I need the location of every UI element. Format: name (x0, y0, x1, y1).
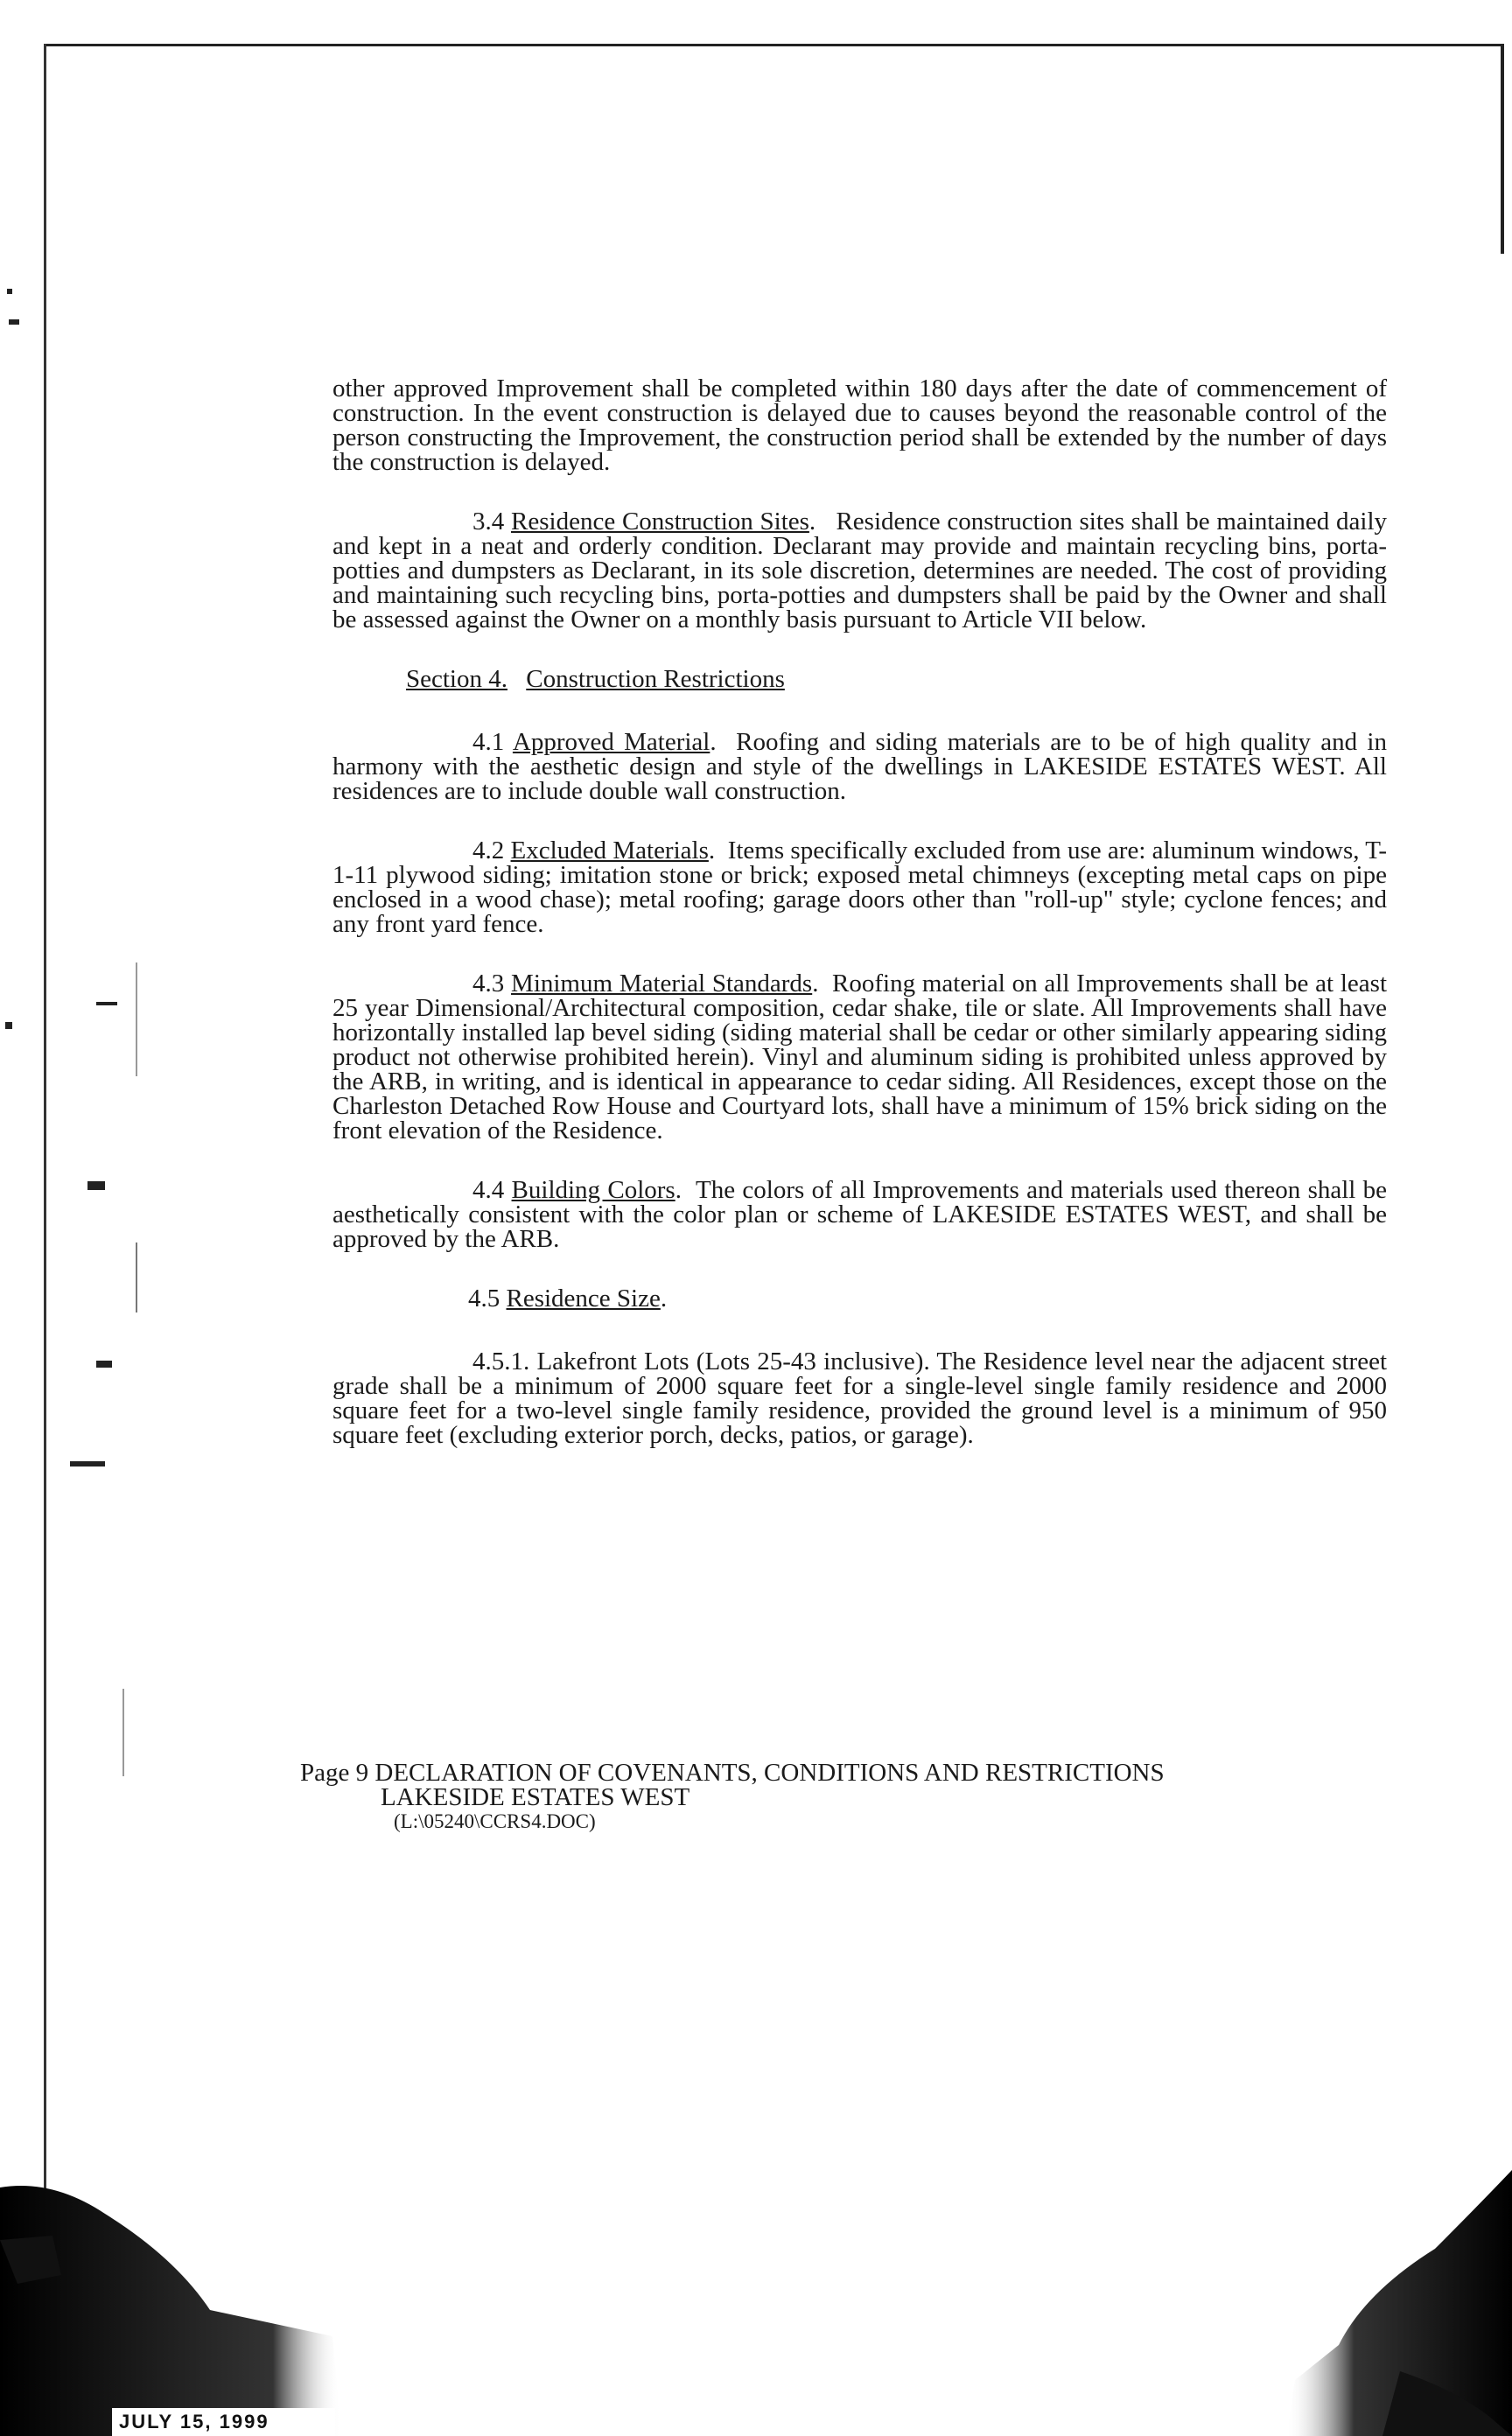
page-border-top (44, 44, 1503, 46)
footer-title: DECLARATION OF COVENANTS, CONDITIONS AND RESTRICTIONS (374, 1759, 1165, 1787)
section-text: Items specifically excluded from use are: aluminum windows, T-1-11 plywood siding; imitation stone or brick; exposed metal chimneys (excepting metal caps on pipe enclosed in a wood chase); metal roofing; garage doors other than "roll-up" style; cyclone fences; and any front yard fence. (332, 836, 1388, 938)
section-4-2: 4.2 Excluded Materials. Items specifically excluded from use are: aluminum windows, T-1-11 plywood siding; imitation stone or brick; exposed metal chimneys (excepting metal caps on pipe enclosed in a wood chase); metal roofing; garage doors other than "roll-up" style; cyclone fences; and any front yard fence. (332, 836, 1388, 938)
margin-mark (88, 1181, 105, 1190)
document-body (332, 376, 1387, 1482)
section-4-4: 4.4 Building Colors. The colors of all Improvements and materials used thereon shall be aesthetically consistent with the color plan or scheme of LAKESIDE ESTATES WEST, and shall be approved by the ARB. (332, 1176, 1388, 1253)
section-text: Lakefront Lots (Lots 25-43 inclusive). The Residence level near the adjacent street grade shall be a minimum of 2000 square feet for a single-level single family residence and 2000 square feet for a two-level single family residence, provided the ground level is a minimum of 950 square feet (excluding exterior porch, decks, patios, or garage). (332, 1348, 1388, 1449)
section-number: 3.4 (472, 508, 505, 536)
section-title: Building Colors (511, 1176, 676, 1204)
margin-mark (122, 1689, 124, 1776)
section-number: 4.5 (468, 1284, 500, 1312)
footer-file-path: (L:\05240\CCRS4.DOC) (394, 1810, 596, 1832)
margin-mark (5, 1022, 12, 1029)
section-4-1: 4.1 Approved Material. Roofing and siding materials are to be of high quality and in harmony with the aesthetic design and style of the dwellings in LAKESIDE ESTATES WEST. All residences are to include double wall construction. (332, 728, 1387, 805)
section-4-3: 4.3 Minimum Material Standards. Roofing material on all Improvements shall be at least 25 year Dimensional/Architectural composition, cedar shake, tile or slate. All Improvements shall have horizontally installed lap bevel siding (siding material shall be cedar or other similarly appearing siding product not otherwise prohibited herein). Vinyl and aluminum siding is prohibited unless approved by the ARB, in writing, and is identical in appearance to cedar siding. All Residences, except those on the Charleston Detached Row House and Courtyard lots, shall have a minimum of 15% brick siding on the front elevation of the Residence. (332, 970, 1388, 1144)
section-4-5: 4.5 Residence Size. (468, 1284, 668, 1312)
margin-mark (136, 962, 137, 1076)
section-number: 4.1 (472, 728, 505, 756)
section-text: Roofing material on all Improvements shall be at least 25 year Dimensional/Architectural composition, cedar shake, tile or slate. All Improvements shall have horizontally installed lap bevel siding (siding material shall be cedar or other similarly appearing siding product not otherwise prohibited herein). Vinyl and aluminum siding is prohibited unless approved by the ARB, in writing, and is identical in appearance to cedar siding. All Residences, except those on the Charleston Detached Row House and Courtyard lots, shall have a minimum of 15% brick siding on the front elevation of the Residence. (332, 970, 1388, 1144)
section-number: 4.5.1. (472, 1348, 530, 1376)
section-title: Residence Construction Sites (511, 508, 809, 536)
section-3-4: 3.4 Residence Construction Sites. Residence construction sites shall be maintained daily and kept in a neat and orderly condition. Declarant may provide and maintain recycling bins, porta-potties and dumpsters as Declarant, in its sole discretion, determines are needed. The cost of providing and maintaining such recycling bins, porta-potties and dumpsters shall be paid by the Owner and shall be assessed against the Owner on a monthly basis pursuant to Article VII below. (332, 508, 1388, 634)
margin-mark (96, 1361, 112, 1368)
intro-paragraph: other approved Improvement shall be completed within 180 days after the date of commencement of construction. In the event construction is delayed due to causes beyond the reasonable control of the person constructing the Improvement, the construction period shall be extended by the number of days the construction is delayed. (332, 374, 1387, 476)
page-border-right (1501, 44, 1504, 254)
section-text: The colors of all Improvements and materials used thereon shall be aesthetically consistent with the color plan or scheme of LAKESIDE ESTATES WEST, and shall be approved by the ARB. (332, 1176, 1388, 1253)
section-text: Residence construction sites shall be maintained daily and kept in a neat and orderly condition. Declarant may provide and maintain recycling bins, porta-potties and dumpsters as Declarant, in its sole discretion, determines are needed. The cost of providing and maintaining such recycling bins, porta-potties and dumpsters shall be paid by the Owner and shall be assessed against the Owner on a monthly basis pursuant to Article VII below. (332, 508, 1388, 634)
section-title: Construction Restrictions (526, 665, 785, 693)
page-footer (300, 1760, 1165, 1834)
footer-subtitle: LAKESIDE ESTATES WEST (381, 1783, 690, 1811)
section-text: Roofing and siding materials are to be of high quality and in harmony with the aesthetic design and style of the dwellings in LAKESIDE ESTATES WEST. All residences are to include double wall construction. (332, 728, 1387, 805)
margin-mark (136, 1242, 137, 1312)
date-stamp: JULY 15, 1999 (112, 2408, 335, 2436)
page-border-left (44, 44, 46, 2362)
section-number: 4.3 (472, 970, 505, 998)
margin-mark (96, 1002, 117, 1005)
margin-mark (70, 1461, 105, 1466)
section-title: Approved Material (512, 728, 710, 756)
section-number: 4.2 (472, 836, 505, 864)
section-4-5-1 (332, 1349, 1387, 1447)
section-title: Minimum Material Standards (511, 970, 813, 998)
margin-mark (7, 289, 12, 294)
scan-noise (0, 2152, 1512, 2436)
section-4-heading (406, 667, 1387, 691)
section-label: Section 4. (406, 665, 508, 693)
section-title: Residence Size (506, 1284, 661, 1312)
section-title: Excluded Materials (510, 836, 709, 864)
margin-mark (9, 319, 19, 325)
section-number: 4.4 (472, 1176, 505, 1204)
page-number: Page 9 (300, 1759, 369, 1787)
